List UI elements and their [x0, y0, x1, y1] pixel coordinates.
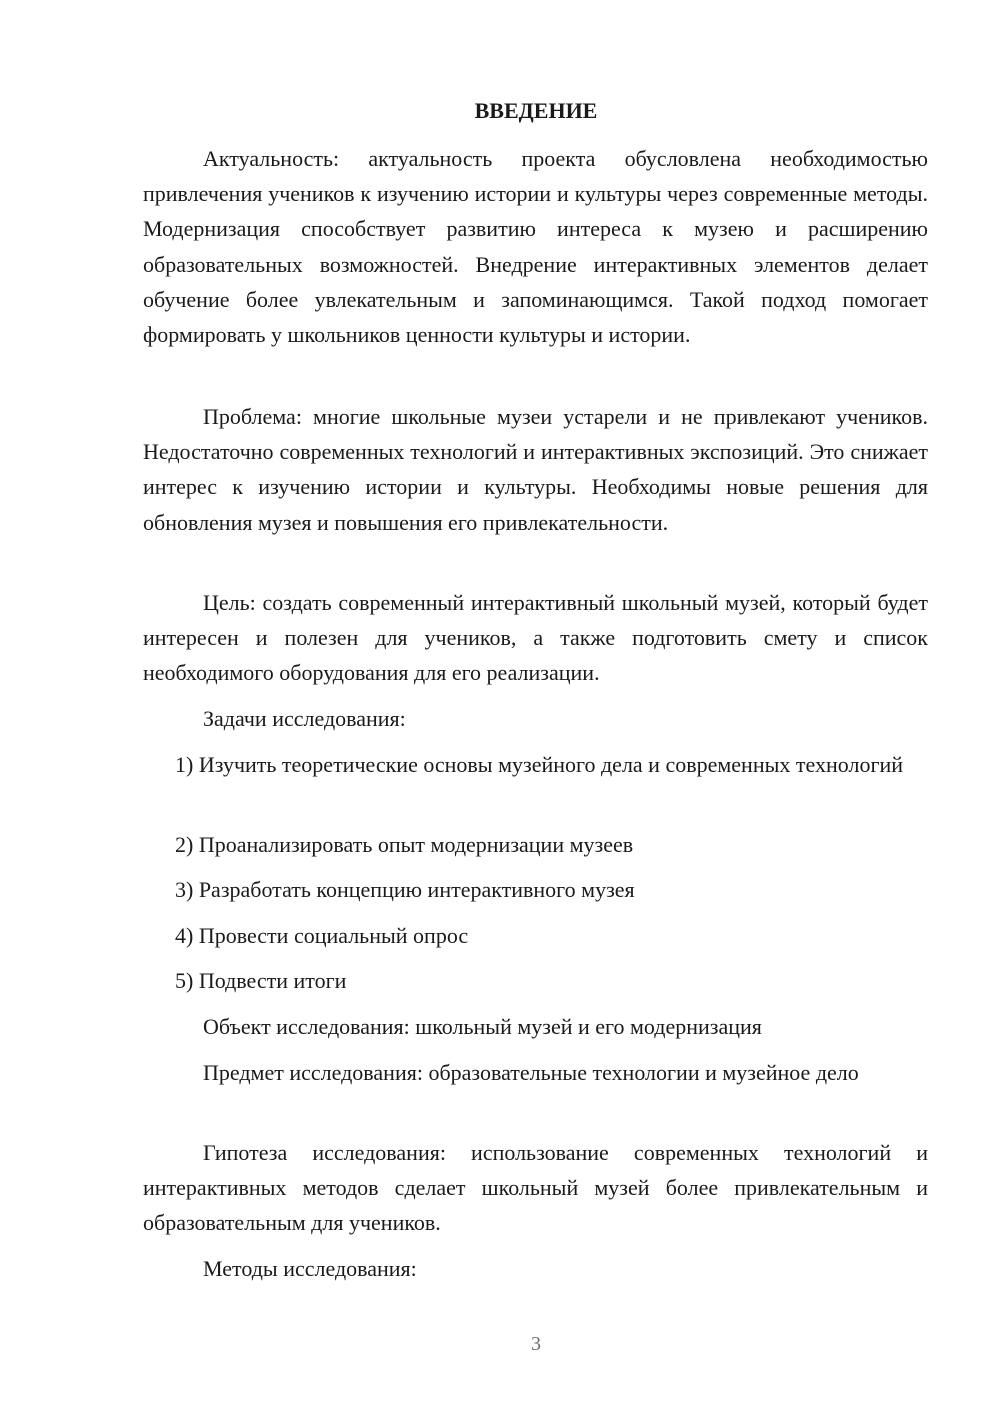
- task-item-4: 4) Провести социальный опрос: [175, 923, 469, 948]
- hypothesis-paragraph: Гипотеза исследования: использование современных технологий и интерактивных методов сделает школьный музей более привлекательным и образовательным для учеников.: [143, 1140, 928, 1236]
- relevance-paragraph: Актуальность: актуальность проекта обусловлена необходимостью привлечения учеников к изучению истории и культуры через современные методы. Модернизация способствует развитию интереса к музею и расширению образовательных возможностей. Внедрение интерактивных элементов делает обучение более увлекательным и запоминающимся. Такой подход помогает формировать у школьников ценности культуры и истории.: [143, 146, 928, 348]
- task-item-5: 5) Подвести итоги: [175, 968, 347, 993]
- object-paragraph: Объект исследования: школьный музей и его модернизация: [203, 1014, 762, 1039]
- problem-paragraph: Проблема: многие школьные музеи устарели и не привлекают учеников. Недостаточно современных технологий и интерактивных экспозиций. Это снижает интерес к изучению истории и культуры. Необходимы новые решения для обновления музея и повышения его привлекательности.: [143, 404, 928, 535]
- page-number: 3: [531, 1333, 541, 1355]
- section-heading: ВВЕДЕНИЕ: [474, 98, 598, 123]
- subject-paragraph: Предмет исследования: образовательные технологии и музейное дело: [203, 1060, 859, 1085]
- tasks-heading: Задачи исследования:: [203, 706, 406, 731]
- task-item-2: 2) Проанализировать опыт модернизации музеев: [175, 832, 634, 857]
- goal-paragraph: Цель: создать современный интерактивный школьный музей, который будет интересен и полезен для учеников, а также подготовить смету и список необходимого оборудования для его реализации.: [143, 590, 928, 686]
- task-item-3: 3) Разработать концепцию интерактивного музея: [175, 877, 635, 902]
- methods-heading: Методы исследования:: [203, 1256, 417, 1281]
- task-item-1: 1) Изучить теоретические основы музейного дела и современных технологий: [175, 752, 904, 777]
